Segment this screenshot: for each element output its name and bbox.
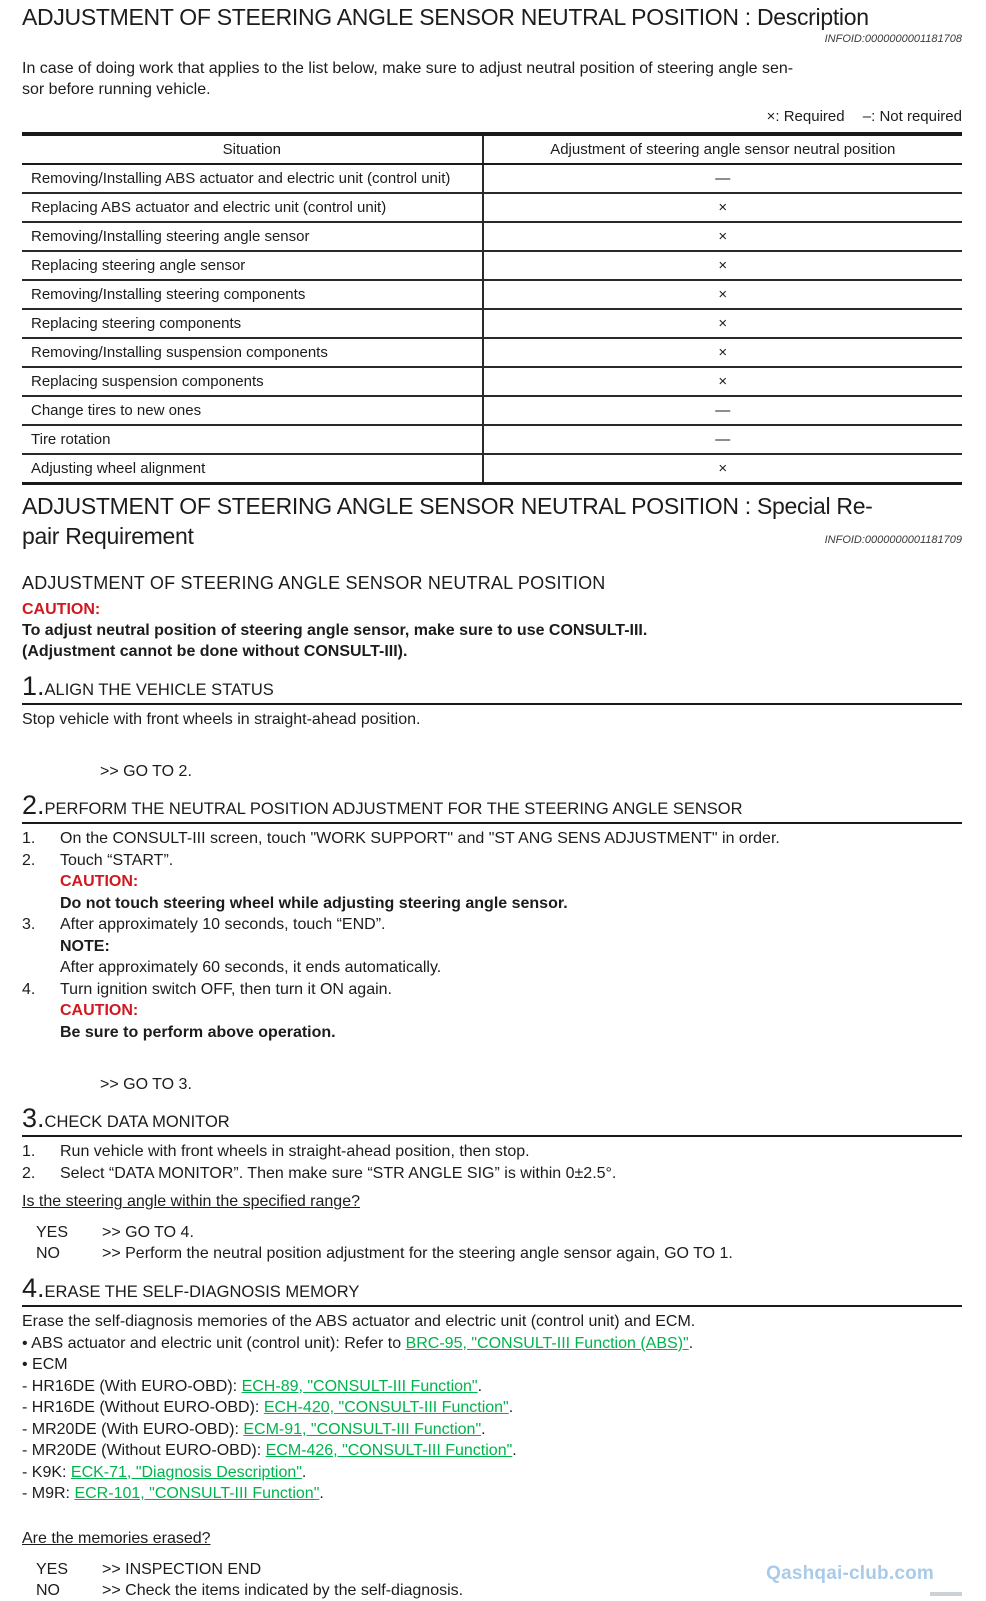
- step2-number: 2.: [22, 790, 45, 820]
- step3-number: 3.: [22, 1103, 45, 1133]
- value-cell: ×: [483, 338, 962, 367]
- reference-line: [22, 1419, 962, 1441]
- reference-suffix: .: [688, 1334, 694, 1352]
- table-header-row: [22, 134, 962, 164]
- list-item-text: Touch “START”.: [60, 851, 174, 869]
- list-item-number: 1.: [22, 830, 36, 847]
- step3-heading: [22, 1103, 962, 1137]
- infoid-code: INFOID:0000000001181709: [824, 534, 962, 546]
- reference-link-ecm91[interactable]: ECM-91, "CONSULT-III Function": [243, 1420, 482, 1438]
- caution-label: CAUTION:: [60, 1002, 139, 1019]
- column-header-situation: Situation: [22, 134, 483, 164]
- procedure-subheading: ADJUSTMENT OF STEERING ANGLE SENSOR NEUTRAL POSITION: [22, 573, 606, 593]
- section2-title: [22, 491, 962, 551]
- section2-title-line: ADJUSTMENT OF STEERING ANGLE SENSOR NEUTRAL POSITION : Special Re-: [22, 493, 873, 519]
- yes-text: >> INSPECTION END: [102, 1560, 262, 1578]
- situation-cell: Replacing suspension components: [22, 367, 483, 396]
- reference-prefix: - HR16DE (Without EURO-OBD):: [22, 1399, 264, 1416]
- value-cell: ×: [483, 251, 962, 280]
- value-cell: ×: [483, 309, 962, 338]
- column-header-adjustment: Adjustment of steering angle sensor neutral position: [483, 134, 962, 164]
- situation-cell: Removing/Installing steering angle sensor: [22, 222, 483, 251]
- value-cell: —: [483, 425, 962, 454]
- value-cell: ×: [483, 222, 962, 251]
- situation-cell: Tire rotation: [22, 425, 483, 454]
- list-item: [22, 979, 962, 1001]
- goto-line: >> GO TO 3.: [100, 1076, 192, 1093]
- erase-intro: Erase the self-diagnosis memories of the ABS actuator and electric unit (control unit) and ECM.: [22, 1313, 696, 1330]
- reference-line: [22, 1333, 962, 1355]
- reference-prefix: - HR16DE (With EURO-OBD):: [22, 1377, 242, 1395]
- list-item: [22, 1163, 962, 1185]
- adjustment-requirement-table: [22, 132, 962, 485]
- reference-link-ecm426[interactable]: ECM-426, "CONSULT-III Function": [265, 1442, 513, 1459]
- infoid-code: INFOID:0000000001181708: [824, 33, 962, 45]
- situation-cell: Change tires to new ones: [22, 396, 483, 425]
- table-row: [22, 338, 962, 367]
- situation-cell: Replacing ABS actuator and electric unit (control unit): [22, 193, 483, 222]
- value-cell: ×: [483, 367, 962, 396]
- table-legend: [22, 108, 962, 125]
- intro-line: In case of doing work that applies to the list below, make sure to adjust neutral position of steering angle sen-: [22, 60, 794, 77]
- legend-required: ×: Required: [766, 108, 845, 125]
- situation-cell: Removing/Installing ABS actuator and electric unit (control unit): [22, 164, 483, 193]
- reference-suffix: .: [512, 1442, 517, 1459]
- no-label: NO: [36, 1245, 60, 1262]
- reference-prefix: • ABS actuator and electric unit (control unit): Refer to: [22, 1334, 406, 1352]
- reference-prefix: - K9K:: [22, 1463, 71, 1481]
- value-cell: ×: [483, 193, 962, 222]
- list-item: [22, 850, 962, 872]
- reference-prefix: • ECM: [22, 1356, 68, 1373]
- list-item: [22, 828, 962, 850]
- list-item-text: After approximately 10 seconds, touch “END”.: [60, 916, 386, 933]
- reference-suffix: .: [481, 1420, 486, 1438]
- list-item-number: 2.: [22, 851, 36, 869]
- intro-line: sor before running vehicle.: [22, 81, 211, 98]
- reference-link-brc95[interactable]: BRC-95, "CONSULT-III Function (ABS)": [405, 1334, 689, 1352]
- list-item-text: Run vehicle with front wheels in straight-ahead position, then stop.: [60, 1143, 530, 1160]
- step1-number: 1.: [22, 671, 45, 701]
- table-row: [22, 367, 962, 396]
- no-label: NO: [36, 1581, 60, 1599]
- value-cell: —: [483, 164, 962, 193]
- table-row: [22, 193, 962, 222]
- list-item-number: 3.: [22, 916, 36, 933]
- no-branch: [36, 1243, 962, 1264]
- table-row: [22, 396, 962, 425]
- situation-cell: Removing/Installing steering components: [22, 280, 483, 309]
- reference-line: [22, 1397, 962, 1419]
- table-row: [22, 454, 962, 484]
- situation-cell: Removing/Installing suspension components: [22, 338, 483, 367]
- reference-line: [22, 1354, 962, 1376]
- situation-cell: Replacing steering components: [22, 309, 483, 338]
- reference-line: [22, 1462, 962, 1484]
- list-item-text: Turn ignition switch OFF, then turn it ON again.: [60, 980, 392, 998]
- caution-text: Be sure to perform above operation.: [60, 1023, 336, 1041]
- note-text: After approximately 60 seconds, it ends automatically.: [60, 959, 442, 976]
- table-row: [22, 425, 962, 454]
- yes-label: YES: [36, 1224, 69, 1241]
- table-row: [22, 222, 962, 251]
- note-label: NOTE:: [60, 937, 110, 955]
- site-watermark: Qashqai-club.com: [766, 1563, 934, 1584]
- step4-number: 4.: [22, 1273, 45, 1303]
- reference-suffix: .: [319, 1485, 324, 1502]
- reference-link-ech420[interactable]: ECH-420, "CONSULT-III Function": [263, 1399, 509, 1416]
- goto-line: >> GO TO 2.: [100, 763, 192, 780]
- reference-line: [22, 1376, 962, 1398]
- list-item-text: Select “DATA MONITOR”. Then make sure “STR ANGLE SIG” is within 0±2.5°.: [60, 1164, 617, 1182]
- step1-body: Stop vehicle with front wheels in straight-ahead position.: [22, 711, 421, 728]
- caution-label: CAUTION:: [60, 873, 139, 890]
- legend-not-required: –: Not required: [862, 108, 962, 125]
- reference-line: [22, 1440, 962, 1462]
- step1-title: ALIGN THE VEHICLE STATUS: [44, 681, 274, 699]
- step2-title: PERFORM THE NEUTRAL POSITION ADJUSTMENT FOR THE STEERING ANGLE SENSOR: [44, 800, 743, 818]
- list-item-number: 2.: [22, 1164, 36, 1182]
- situation-cell: Adjusting wheel alignment: [22, 454, 483, 484]
- caution-text-line: To adjust neutral position of steering angle sensor, make sure to use CONSULT-III.: [22, 622, 648, 639]
- caution-text: Do not touch steering wheel while adjusting steering angle sensor.: [60, 894, 568, 912]
- no-text: >> Perform the neutral position adjustment for the steering angle sensor again, GO TO 1.: [102, 1245, 733, 1262]
- step1-heading: [22, 671, 962, 705]
- step3-body: [22, 1141, 962, 1184]
- step2-heading: [22, 790, 962, 824]
- value-cell: —: [483, 396, 962, 425]
- reference-line: [22, 1483, 962, 1505]
- list-item-text: On the CONSULT-III screen, touch "WORK SUPPORT" and "ST ANG SENS ADJUSTMENT" in order.: [60, 830, 780, 847]
- list-item: [22, 1141, 962, 1163]
- reference-suffix: .: [508, 1399, 514, 1416]
- note: [60, 936, 962, 979]
- value-cell: ×: [483, 454, 962, 484]
- yes-branch: [36, 1222, 962, 1243]
- reference-prefix: - M9R:: [22, 1485, 75, 1502]
- page-title: ADJUSTMENT OF STEERING ANGLE SENSOR NEUTRAL POSITION : Description: [22, 4, 869, 30]
- reference-prefix: - MR20DE (With EURO-OBD):: [22, 1420, 244, 1438]
- section2-heading-wrap: [22, 491, 962, 551]
- no-text: >> Check the items indicated by the self-diagnosis.: [102, 1581, 464, 1599]
- step2-body: [22, 828, 962, 1043]
- yes-text: >> GO TO 4.: [102, 1224, 194, 1241]
- page-edge-artifact: [930, 1592, 962, 1596]
- table-row: [22, 280, 962, 309]
- reference-suffix: .: [301, 1463, 307, 1481]
- list-item-number: 1.: [22, 1143, 36, 1160]
- reference-link-ecr101[interactable]: ECR-101, "CONSULT-III Function": [74, 1485, 320, 1502]
- reference-suffix: .: [477, 1377, 483, 1395]
- step4-body: [22, 1311, 962, 1505]
- list-item-number: 4.: [22, 980, 36, 998]
- value-cell: ×: [483, 280, 962, 309]
- list-item: [22, 914, 962, 936]
- caution-note: [60, 871, 962, 914]
- table-row: [22, 309, 962, 338]
- reference-prefix: - MR20DE (Without EURO-OBD):: [22, 1442, 266, 1459]
- question-prompt: Are the memories erased?: [22, 1529, 211, 1547]
- situation-cell: Replacing steering angle sensor: [22, 251, 483, 280]
- question-prompt: Is the steering angle within the specified range?: [22, 1193, 360, 1210]
- intro-paragraph: [22, 58, 962, 100]
- step4-title: ERASE THE SELF-DIAGNOSIS MEMORY: [44, 1283, 360, 1301]
- caution-text-line: (Adjustment cannot be done without CONSULT-III).: [22, 643, 408, 660]
- reference-link-eck71[interactable]: ECK-71, "Diagnosis Description": [70, 1463, 302, 1481]
- section2-title-line: pair Requirement: [22, 523, 194, 549]
- yes-label: YES: [36, 1560, 69, 1578]
- step3-title: CHECK DATA MONITOR: [44, 1113, 230, 1131]
- table-row: [22, 164, 962, 193]
- reference-link-ech89[interactable]: ECH-89, "CONSULT-III Function": [241, 1377, 478, 1395]
- caution-label: CAUTION:: [22, 601, 101, 618]
- step4-heading: [22, 1273, 962, 1307]
- table-row: [22, 251, 962, 280]
- caution-note: [60, 1000, 962, 1043]
